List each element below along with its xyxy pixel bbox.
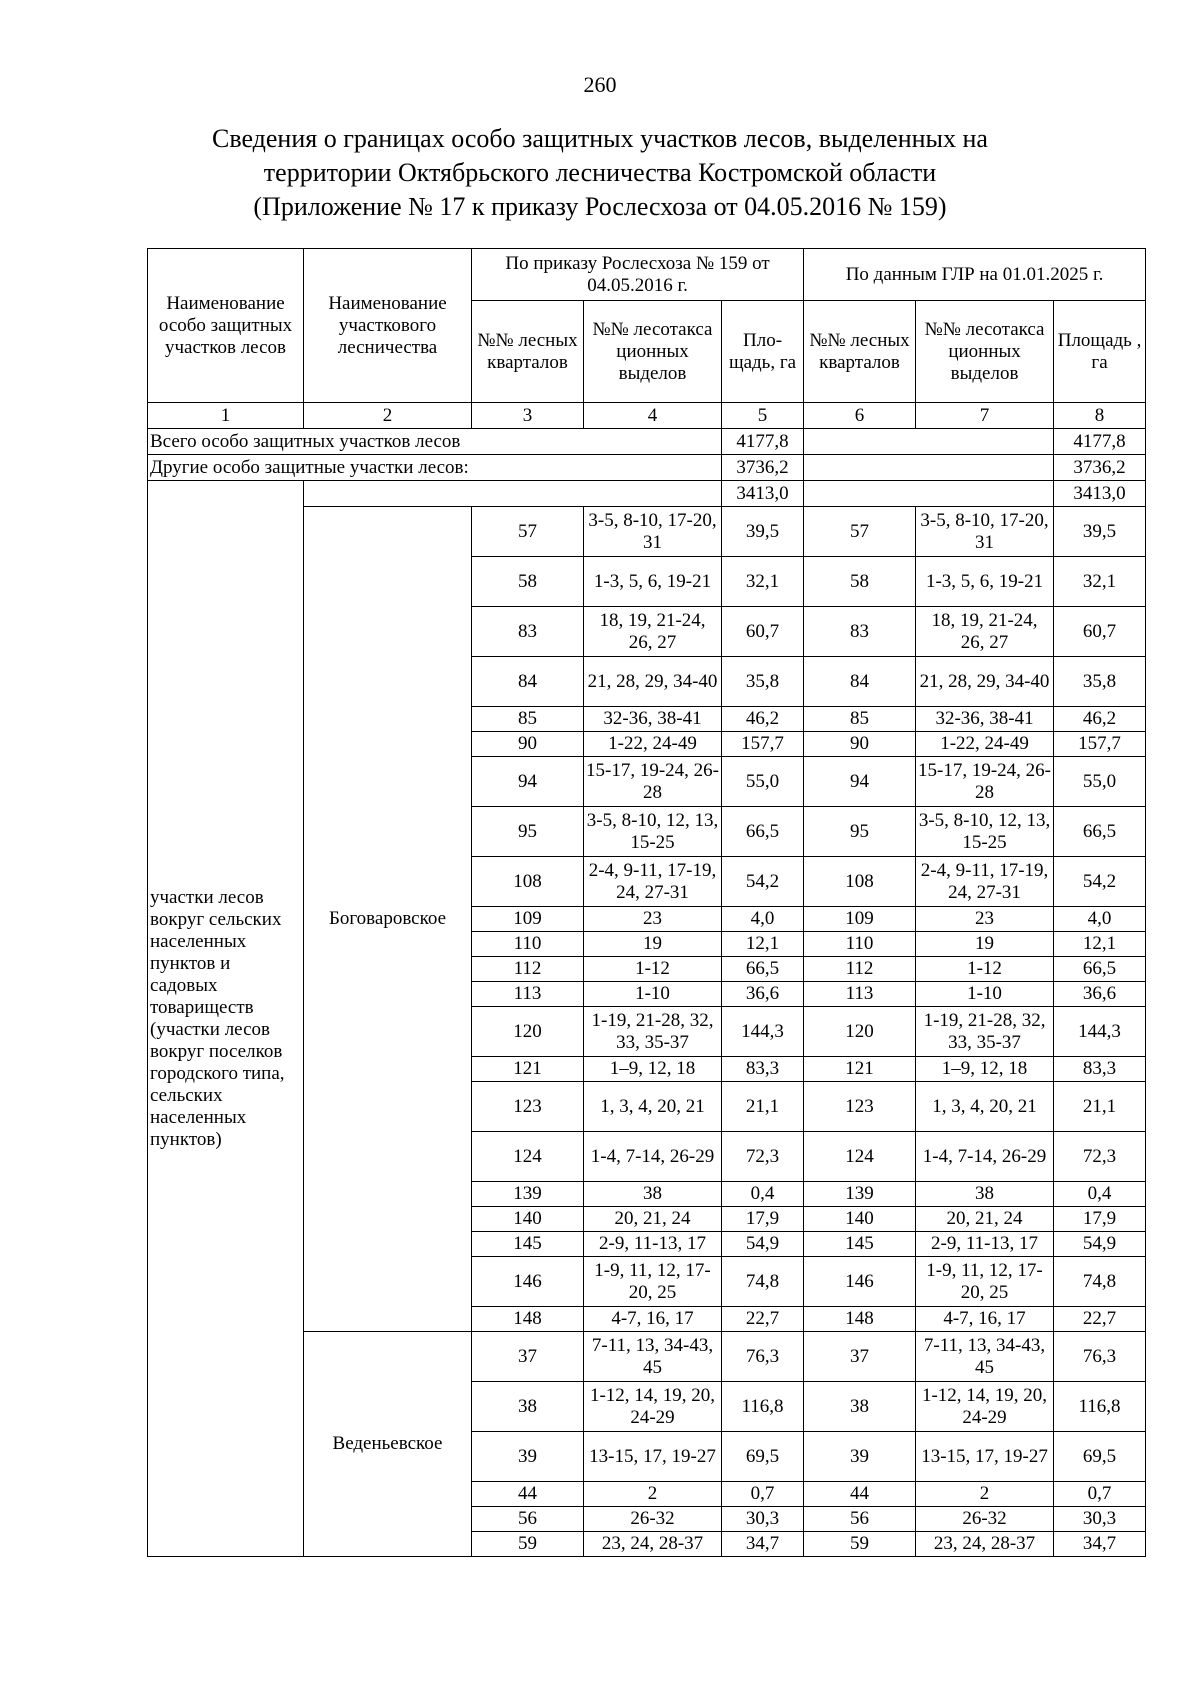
other-area-order: 3736,2 xyxy=(722,455,804,481)
kvartal-order: 140 xyxy=(472,1207,584,1232)
area-order: 83,3 xyxy=(722,1057,804,1082)
kvartal-glr: 38 xyxy=(804,1382,916,1432)
header-vydel-glr: №№ лесотакса ционных выделов xyxy=(916,301,1054,403)
kvartal-glr: 113 xyxy=(804,982,916,1007)
area-order: 0,4 xyxy=(722,1182,804,1207)
header-protected-area-name: Наименование особо защитных участков лесов xyxy=(148,249,304,403)
area-order: 60,7 xyxy=(722,607,804,657)
kvartal-glr: 59 xyxy=(804,1532,916,1557)
title-line-2: территории Октябрьского лесничества Костромской области xyxy=(263,158,937,187)
vydel-glr: 13-15, 17, 19-27 xyxy=(916,1432,1054,1482)
area-order: 4,0 xyxy=(722,907,804,932)
vydel-order: 1-10 xyxy=(584,982,722,1007)
vydel-order: 1-4, 7-14, 26-29 xyxy=(584,1132,722,1182)
kvartal-glr: 85 xyxy=(804,707,916,732)
category-sum-row xyxy=(148,481,1146,507)
kvartal-order: 85 xyxy=(472,707,584,732)
area-order: 66,5 xyxy=(722,807,804,857)
kvartal-order: 110 xyxy=(472,932,584,957)
vydel-glr: 1, 3, 4, 20, 21 xyxy=(916,1082,1054,1132)
kvartal-glr: 148 xyxy=(804,1307,916,1332)
area-glr: 46,2 xyxy=(1054,707,1146,732)
kvartal-order: 124 xyxy=(472,1132,584,1182)
column-number: 3 xyxy=(472,403,584,429)
vydel-glr: 3-5, 8-10, 12, 13, 15-25 xyxy=(916,807,1054,857)
header-group-glr: По данным ГЛР на 01.01.2025 г. xyxy=(804,249,1146,301)
kvartal-glr: 124 xyxy=(804,1132,916,1182)
area-glr: 74,8 xyxy=(1054,1257,1146,1307)
forestry-name: Боговаровское xyxy=(304,507,472,1332)
area-order: 116,8 xyxy=(722,1382,804,1432)
vydel-glr: 1-12, 14, 19, 20, 24-29 xyxy=(916,1382,1054,1432)
vydel-glr: 1-9, 11, 12, 17-20, 25 xyxy=(916,1257,1054,1307)
column-numbers-row xyxy=(148,403,1146,429)
area-order: 12,1 xyxy=(722,932,804,957)
kvartal-glr: 145 xyxy=(804,1232,916,1257)
kvartal-order: 121 xyxy=(472,1057,584,1082)
kvartal-order: 59 xyxy=(472,1532,584,1557)
area-order: 54,9 xyxy=(722,1232,804,1257)
category-sum-empty xyxy=(304,481,722,507)
header-group-order: По приказу Рослесхоза № 159 от 04.05.2016 г. xyxy=(472,249,804,301)
vydel-order: 13-15, 17, 19-27 xyxy=(584,1432,722,1482)
vydel-glr: 21, 28, 29, 34-40 xyxy=(916,657,1054,707)
total-label: Всего особо защитных участков лесов xyxy=(148,429,722,455)
vydel-order: 1-22, 24-49 xyxy=(584,732,722,757)
area-glr: 0,7 xyxy=(1054,1482,1146,1507)
vydel-glr: 15-17, 19-24, 26-28 xyxy=(916,757,1054,807)
area-glr: 22,7 xyxy=(1054,1307,1146,1332)
area-glr: 66,5 xyxy=(1054,957,1146,982)
vydel-order: 3-5, 8-10, 12, 13, 15-25 xyxy=(584,807,722,857)
area-order: 76,3 xyxy=(722,1332,804,1382)
title-line-1: Сведения о границах особо защитных участков лесов, выделенных на xyxy=(212,124,988,153)
kvartal-glr: 57 xyxy=(804,507,916,557)
kvartal-glr: 112 xyxy=(804,957,916,982)
vydel-glr: 1-4, 7-14, 26-29 xyxy=(916,1132,1054,1182)
kvartal-order: 139 xyxy=(472,1182,584,1207)
kvartal-order: 146 xyxy=(472,1257,584,1307)
vydel-order: 15-17, 19-24, 26-28 xyxy=(584,757,722,807)
kvartal-glr: 44 xyxy=(804,1482,916,1507)
vydel-order: 38 xyxy=(584,1182,722,1207)
area-order: 74,8 xyxy=(722,1257,804,1307)
kvartal-order: 90 xyxy=(472,732,584,757)
vydel-glr: 1-19, 21-28, 32, 33, 35-37 xyxy=(916,1007,1054,1057)
total-area-order: 4177,8 xyxy=(722,429,804,455)
vydel-order: 7-11, 13, 34-43, 45 xyxy=(584,1332,722,1382)
area-order: 39,5 xyxy=(722,507,804,557)
area-glr: 30,3 xyxy=(1054,1507,1146,1532)
kvartal-glr: 121 xyxy=(804,1057,916,1082)
vydel-order: 1-19, 21-28, 32, 33, 35-37 xyxy=(584,1007,722,1057)
kvartal-glr: 95 xyxy=(804,807,916,857)
forestry-name: Веденьевское xyxy=(304,1332,472,1557)
total-row xyxy=(148,429,1146,455)
header-kvartal-order: №№ лесных кварталов xyxy=(472,301,584,403)
header-area-order: Пло- щадь, га xyxy=(722,301,804,403)
column-number: 7 xyxy=(916,403,1054,429)
kvartal-glr: 83 xyxy=(804,607,916,657)
kvartal-glr: 37 xyxy=(804,1332,916,1382)
vydel-glr: 38 xyxy=(916,1182,1054,1207)
area-glr: 0,4 xyxy=(1054,1182,1146,1207)
vydel-glr: 1-3, 5, 6, 19-21 xyxy=(916,557,1054,607)
header-vydel-order: №№ лесотакса ционных выделов xyxy=(584,301,722,403)
area-glr: 72,3 xyxy=(1054,1132,1146,1182)
column-number: 1 xyxy=(148,403,304,429)
kvartal-glr: 140 xyxy=(804,1207,916,1232)
vydel-order: 1–9, 12, 18 xyxy=(584,1057,722,1082)
kvartal-order: 95 xyxy=(472,807,584,857)
vydel-order: 1-12, 14, 19, 20, 24-29 xyxy=(584,1382,722,1432)
area-glr: 116,8 xyxy=(1054,1382,1146,1432)
vydel-order: 23, 24, 28-37 xyxy=(584,1532,722,1557)
area-glr: 54,9 xyxy=(1054,1232,1146,1257)
vydel-glr: 7-11, 13, 34-43, 45 xyxy=(916,1332,1054,1382)
vydel-order: 2 xyxy=(584,1482,722,1507)
area-glr: 36,6 xyxy=(1054,982,1146,1007)
vydel-order: 2-4, 9-11, 17-19, 24, 27-31 xyxy=(584,857,722,907)
area-glr: 60,7 xyxy=(1054,607,1146,657)
kvartal-glr: 58 xyxy=(804,557,916,607)
column-number: 4 xyxy=(584,403,722,429)
area-glr: 35,8 xyxy=(1054,657,1146,707)
category-sum-glr: 3413,0 xyxy=(1054,481,1146,507)
area-glr: 12,1 xyxy=(1054,932,1146,957)
total-empty xyxy=(804,429,1054,455)
category-sum-order: 3413,0 xyxy=(722,481,804,507)
area-order: 36,6 xyxy=(722,982,804,1007)
vydel-order: 4-7, 16, 17 xyxy=(584,1307,722,1332)
vydel-glr: 23, 24, 28-37 xyxy=(916,1532,1054,1557)
area-glr: 55,0 xyxy=(1054,757,1146,807)
vydel-glr: 1-12 xyxy=(916,957,1054,982)
other-row xyxy=(148,455,1146,481)
vydel-glr: 4-7, 16, 17 xyxy=(916,1307,1054,1332)
category-sum-empty-glr xyxy=(804,481,1054,507)
vydel-glr: 23 xyxy=(916,907,1054,932)
column-number: 8 xyxy=(1054,403,1146,429)
vydel-order: 1-9, 11, 12, 17-20, 25 xyxy=(584,1257,722,1307)
area-order: 32,1 xyxy=(722,557,804,607)
area-glr: 21,1 xyxy=(1054,1082,1146,1132)
vydel-glr: 2-9, 11-13, 17 xyxy=(916,1232,1054,1257)
vydel-glr: 1-22, 24-49 xyxy=(916,732,1054,757)
area-glr: 32,1 xyxy=(1054,557,1146,607)
vydel-order: 1, 3, 4, 20, 21 xyxy=(584,1082,722,1132)
column-number: 6 xyxy=(804,403,916,429)
vydel-glr: 32-36, 38-41 xyxy=(916,707,1054,732)
area-order: 144,3 xyxy=(722,1007,804,1057)
vydel-glr: 3-5, 8-10, 17-20, 31 xyxy=(916,507,1054,557)
kvartal-glr: 39 xyxy=(804,1432,916,1482)
area-order: 17,9 xyxy=(722,1207,804,1232)
vydel-order: 19 xyxy=(584,932,722,957)
area-glr: 76,3 xyxy=(1054,1332,1146,1382)
vydel-glr: 19 xyxy=(916,932,1054,957)
page-number: 260 xyxy=(583,72,617,97)
vydel-order: 1-12 xyxy=(584,957,722,982)
kvartal-glr: 120 xyxy=(804,1007,916,1057)
vydel-glr: 2-4, 9-11, 17-19, 24, 27-31 xyxy=(916,857,1054,907)
column-number: 5 xyxy=(722,403,804,429)
other-label: Другие особо защитные участки лесов: xyxy=(148,455,722,481)
area-glr: 83,3 xyxy=(1054,1057,1146,1082)
total-area-glr: 4177,8 xyxy=(1054,429,1146,455)
area-glr: 17,9 xyxy=(1054,1207,1146,1232)
area-order: 46,2 xyxy=(722,707,804,732)
kvartal-order: 83 xyxy=(472,607,584,657)
kvartal-glr: 110 xyxy=(804,932,916,957)
vydel-glr: 1–9, 12, 18 xyxy=(916,1057,1054,1082)
vydel-order: 2-9, 11-13, 17 xyxy=(584,1232,722,1257)
kvartal-order: 94 xyxy=(472,757,584,807)
vydel-order: 20, 21, 24 xyxy=(584,1207,722,1232)
vydel-order: 26-32 xyxy=(584,1507,722,1532)
area-glr: 34,7 xyxy=(1054,1532,1146,1557)
kvartal-order: 113 xyxy=(472,982,584,1007)
vydel-order: 1-3, 5, 6, 19-21 xyxy=(584,557,722,607)
kvartal-order: 38 xyxy=(472,1382,584,1432)
kvartal-glr: 109 xyxy=(804,907,916,932)
other-area-glr: 3736,2 xyxy=(1054,455,1146,481)
area-glr: 54,2 xyxy=(1054,857,1146,907)
kvartal-order: 120 xyxy=(472,1007,584,1057)
area-glr: 69,5 xyxy=(1054,1432,1146,1482)
kvartal-order: 39 xyxy=(472,1432,584,1482)
kvartal-order: 148 xyxy=(472,1307,584,1332)
area-order: 55,0 xyxy=(722,757,804,807)
vydel-order: 18, 19, 21-24, 26, 27 xyxy=(584,607,722,657)
kvartal-order: 145 xyxy=(472,1232,584,1257)
kvartal-glr: 56 xyxy=(804,1507,916,1532)
kvartal-order: 57 xyxy=(472,507,584,557)
header-forestry-name: Наименование участкового лесничества xyxy=(304,249,472,403)
vydel-order: 3-5, 8-10, 17-20, 31 xyxy=(584,507,722,557)
vydel-order: 32-36, 38-41 xyxy=(584,707,722,732)
area-glr: 39,5 xyxy=(1054,507,1146,557)
other-empty xyxy=(804,455,1054,481)
vydel-glr: 2 xyxy=(916,1482,1054,1507)
kvartal-order: 37 xyxy=(472,1332,584,1382)
area-glr: 66,5 xyxy=(1054,807,1146,857)
kvartal-glr: 108 xyxy=(804,857,916,907)
vydel-glr: 20, 21, 24 xyxy=(916,1207,1054,1232)
area-order: 66,5 xyxy=(722,957,804,982)
area-glr: 157,7 xyxy=(1054,732,1146,757)
kvartal-order: 58 xyxy=(472,557,584,607)
header-kvartal-glr: №№ лесных кварталов xyxy=(804,301,916,403)
kvartal-glr: 90 xyxy=(804,732,916,757)
vydel-order: 21, 28, 29, 34-40 xyxy=(584,657,722,707)
area-order: 54,2 xyxy=(722,857,804,907)
vydel-order: 23 xyxy=(584,907,722,932)
area-glr: 144,3 xyxy=(1054,1007,1146,1057)
area-order: 22,7 xyxy=(722,1307,804,1332)
kvartal-order: 112 xyxy=(472,957,584,982)
area-order: 72,3 xyxy=(722,1132,804,1182)
kvartal-order: 108 xyxy=(472,857,584,907)
kvartal-order: 56 xyxy=(472,1507,584,1532)
area-order: 157,7 xyxy=(722,732,804,757)
area-order: 69,5 xyxy=(722,1432,804,1482)
kvartal-glr: 139 xyxy=(804,1182,916,1207)
vydel-glr: 1-10 xyxy=(916,982,1054,1007)
area-glr: 4,0 xyxy=(1054,907,1146,932)
kvartal-glr: 123 xyxy=(804,1082,916,1132)
vydel-glr: 18, 19, 21-24, 26, 27 xyxy=(916,607,1054,657)
document-title xyxy=(150,122,1050,224)
kvartal-order: 123 xyxy=(472,1082,584,1132)
kvartal-order: 109 xyxy=(472,907,584,932)
kvartal-glr: 146 xyxy=(804,1257,916,1307)
area-order: 21,1 xyxy=(722,1082,804,1132)
area-order: 30,3 xyxy=(722,1507,804,1532)
title-line-3: (Приложение № 17 к приказу Рослесхоза от 04.05.2016 № 159) xyxy=(253,192,947,221)
area-order: 0,7 xyxy=(722,1482,804,1507)
header-area-glr: Площадь , га xyxy=(1054,301,1146,403)
vydel-glr: 26-32 xyxy=(916,1507,1054,1532)
kvartal-glr: 94 xyxy=(804,757,916,807)
forest-areas-table xyxy=(147,248,1146,1557)
kvartal-order: 44 xyxy=(472,1482,584,1507)
column-number: 2 xyxy=(304,403,472,429)
kvartal-order: 84 xyxy=(472,657,584,707)
area-order: 35,8 xyxy=(722,657,804,707)
kvartal-glr: 84 xyxy=(804,657,916,707)
category-name: участки лесов вокруг сельских населенных пунктов и садовых товариществ (участки лесов вокруг поселков городского типа, сельских населенных пунктов) xyxy=(148,481,304,1557)
area-order: 34,7 xyxy=(722,1532,804,1557)
